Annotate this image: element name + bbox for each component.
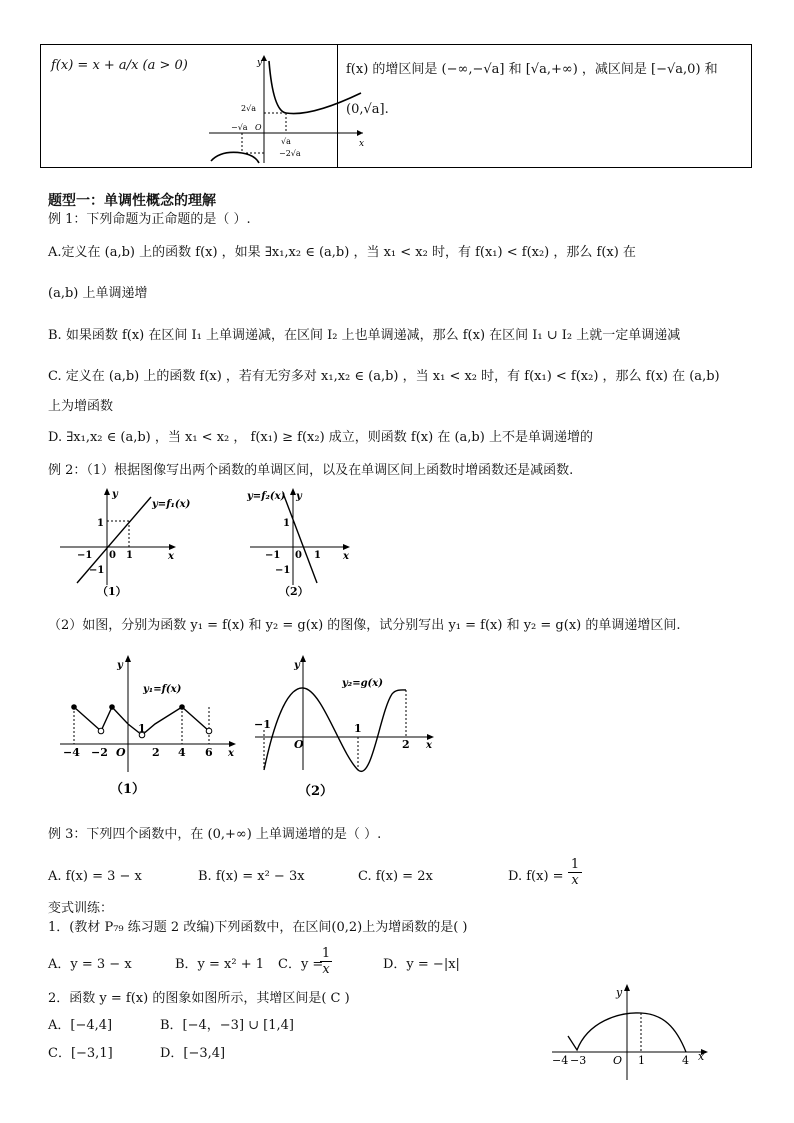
svg-text:（2）: （2） [279, 585, 309, 598]
svg-text:−1: −1 [77, 550, 93, 561]
svg-text:−2: −2 [91, 746, 108, 759]
svg-text:（1）: （1） [110, 782, 146, 797]
figure-y1-fx [55, 652, 240, 802]
svg-text:x: x [359, 139, 365, 149]
practice-q2-d: D．[−3,4] [160, 1046, 226, 1061]
ex2-part2-stem: （2）如图，分别为函数 y₁ = f(x) 和 y₂ = g(x) 的图像，试分别写出 y₁ = f(x) 和 y₂ = g(x) 的单调递增区间. [48, 618, 681, 633]
practice-q1-b: B．y = x² + 1 [175, 957, 265, 972]
ex3-stem: 例 3：下列四个函数中，在 (0,+∞) 上单调递增的是（ ）. [48, 827, 382, 842]
section-title: 题型一：单调性概念的理解 [48, 193, 216, 209]
svg-text:y=f₂(x): y=f₂(x) [247, 491, 286, 502]
svg-text:y: y [257, 58, 263, 68]
svg-text:4: 4 [178, 746, 186, 759]
svg-text:−1: −1 [89, 565, 105, 576]
svg-text:1: 1 [138, 722, 146, 735]
svg-text:1: 1 [283, 518, 290, 529]
svg-text:−1: −1 [275, 565, 291, 576]
practice-title: 变式训练： [48, 901, 114, 916]
formula-cell [41, 45, 365, 168]
ex3-option-c: C. f(x) = 2x [358, 869, 433, 884]
svg-text:x: x [168, 551, 174, 562]
svg-text:6: 6 [205, 746, 213, 759]
svg-text:y₁=f(x): y₁=f(x) [143, 684, 182, 695]
svg-text:y: y [616, 986, 623, 999]
fraction-numerator: 1 [570, 857, 580, 872]
svg-text:y: y [112, 489, 118, 500]
practice-q2-b: B．[−4，−3] ∪ [1,4] [160, 1018, 294, 1033]
svg-text:1: 1 [314, 550, 321, 561]
figure-y2-gx [250, 652, 440, 804]
svg-text:2√a: 2√a [241, 104, 256, 113]
svg-text:O: O [613, 1054, 623, 1067]
svg-text:−4: −4 [552, 1054, 569, 1067]
svg-text:y₂=g(x): y₂=g(x) [342, 678, 383, 689]
svg-text:O: O [294, 738, 304, 751]
ex3-option-d-label: D. f(x) = [508, 869, 564, 884]
svg-text:y=f₁(x): y=f₁(x) [152, 499, 191, 510]
svg-text:y: y [296, 491, 302, 502]
figure-f1 [55, 485, 191, 605]
ex1-option-a-line2: (a,b) 上单调递增 [48, 286, 148, 301]
svg-text:O: O [255, 123, 262, 132]
ex3-option-d-fraction [568, 857, 582, 888]
svg-text:−2√a: −2√a [279, 149, 301, 158]
svg-text:0: 0 [109, 550, 116, 561]
ex1-option-d: D. ∃x₁,x₂ ∈ (a,b) ，当 x₁ < x₂ ， f(x₁) ≥ f(x₂) 成立，则函数 f(x) 在 (a,b) 上不是单调递增的 [48, 430, 593, 445]
ex1-stem: 例 1：下列命题为正命题的是（ ）. [48, 212, 251, 227]
svg-text:y: y [294, 660, 300, 671]
ex3-option-b: B. f(x) = x² − 3x [198, 869, 305, 884]
svg-text:x: x [228, 748, 234, 759]
svg-text:1: 1 [354, 722, 362, 735]
practice-q2-a: A．[−4,4] [48, 1018, 113, 1033]
ex1-option-a-line1: A.定义在 (a,b) 上的函数 f(x) ，如果 ∃x₁,x₂ ∈ (a,b) ，当 x₁ < x₂ 时，有 f(x₁) < f(x₂) ，那么 f(x) 在 [48, 245, 636, 260]
practice-q1: 1．(教材 P₇₉ 练习题 2 改编)下列函数中，在区间(0,2)上为增函数的是( ) [48, 920, 468, 935]
fraction-denominator: x [320, 961, 332, 977]
svg-text:√a: √a [281, 137, 291, 146]
svg-text:2: 2 [152, 746, 160, 759]
ex3-option-a: A. f(x) = 3 − x [48, 869, 142, 884]
fraction-denominator: x [568, 872, 582, 888]
practice-q1-c-label: C．y = [278, 957, 324, 972]
ex2-part1-stem: 例 2：（1）根据图像写出两个函数的单调区间，以及在单调区间上函数时增函数还是减函数. [48, 463, 574, 478]
practice-q1-c-fraction [320, 946, 332, 977]
figure-f2 [245, 485, 355, 605]
svg-text:−1: −1 [254, 718, 271, 731]
ex1-option-b: B. 如果函数 f(x) 在区间 I₁ 上单调递减，在区间 I₂ 上也单调递减，那么 f(x) 在区间 I₁ ∪ I₂ 上就一定单调递减 [48, 328, 681, 343]
ex1-option-c-line1: C. 定义在 (a,b) 上的函数 f(x) ，若有无穷多对 x₁,x₂ ∈ (a,b) ，当 x₁ < x₂ 时，有 f(x₁) < f(x₂) ，那么 f(x) 在 (a,b) [48, 369, 720, 384]
formula-text: f(x) = x + a/x (a > 0) [51, 58, 188, 73]
description-line-1: f(x) 的增区间是 (−∞,−√a] 和 [√a,+∞) ，减区间是 [−√a,0) 和 [346, 62, 718, 77]
svg-text:O: O [116, 746, 126, 759]
svg-text:4: 4 [682, 1054, 689, 1067]
svg-text:1: 1 [126, 550, 133, 561]
svg-text:−4: −4 [63, 746, 80, 759]
svg-text:0: 0 [295, 550, 302, 561]
practice-q2-c: C．[−3,1] [48, 1046, 113, 1061]
svg-text:−3: −3 [570, 1054, 587, 1067]
practice-q2: 2．函数 y = f(x) 的图象如图所示，其增区间是( C ) [48, 991, 350, 1006]
description-cell [338, 45, 752, 168]
fraction-numerator: 1 [321, 946, 331, 961]
svg-text:（2）: （2） [298, 784, 334, 799]
svg-text:1: 1 [97, 518, 104, 529]
svg-text:y: y [117, 660, 123, 671]
description-line-2: (0,√a]. [346, 102, 389, 117]
practice-q2-figure [548, 982, 718, 1082]
svg-text:x: x [343, 551, 349, 562]
svg-text:−√a: −√a [231, 123, 248, 132]
svg-text:x: x [426, 740, 432, 751]
svg-text:x: x [698, 1050, 705, 1063]
svg-text:−1: −1 [265, 550, 281, 561]
practice-q1-a: A．y = 3 − x [48, 957, 132, 972]
property-table [40, 44, 752, 168]
ex1-option-c-line2: 上为增函数 [48, 399, 114, 414]
svg-text:1: 1 [638, 1054, 645, 1067]
practice-q1-d: D．y = −|x| [383, 957, 460, 972]
svg-text:（1）: （1） [97, 585, 127, 598]
svg-text:2: 2 [402, 738, 410, 751]
